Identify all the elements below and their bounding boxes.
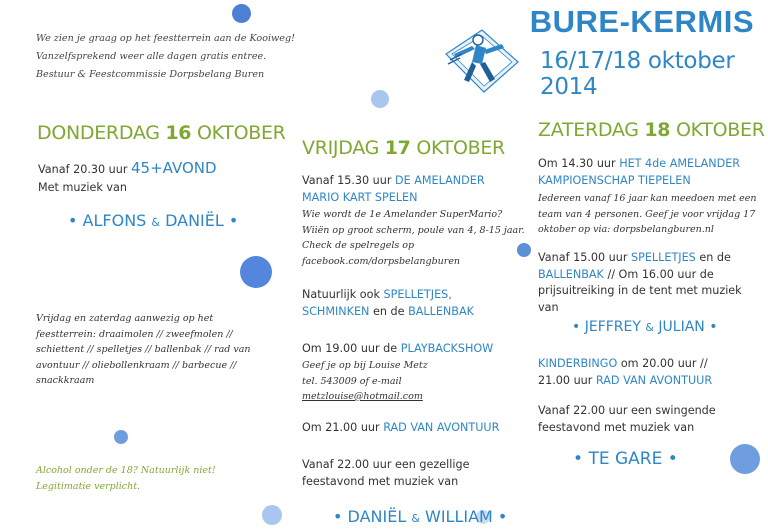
saturday-act: • JEFFREY & JULIAN • — [572, 319, 718, 335]
friday-kart-details: Wie wordt de 1e Amelander SuperMario? Wiiën op groot scherm, poule van 4, 8-15 jaar. Check de spelregels op facebook.com/dorpsbelangburen — [302, 209, 525, 267]
friday-playback-details: Geef je op bij Louise Metz tel. 543009 of e-mail metzlouise@hotmail.com — [302, 358, 428, 405]
friday-playback: Om 19.00 uur de PLAYBACKSHOW — [302, 342, 494, 355]
thursday-music: Met muziek van — [38, 181, 127, 194]
attractions-list: Vrijdag en zaterdag aanwezig op het feestterrein: draaimolen // zweefmolen // schiettent // spelletjes // ballenbak // rad van avontuur // oliebollenkraam // barbecue // snackkraam — [36, 313, 251, 386]
event-dates: 16/17/18 oktober 2014 — [540, 48, 735, 100]
friday-kart: Vanaf 15.30 uur DE AMELANDER MARIO KART SPELEN — [302, 174, 485, 204]
saturday-tiepelen-details: Iedereen vanaf 16 jaar kan meedoen met een team van 4 personen. Geef je voor vrijdag 17 oktober op via: dorpsbelangburen.nl — [538, 193, 757, 235]
saturday-band: • TE GARE • — [573, 449, 678, 469]
friday-extras: Natuurlijk ook SPELLETJES, SCHMINKEN en de BALLENBAK — [302, 288, 474, 318]
intro-line: Bestuur & Feestcommissie Dorpsbelang Buren — [36, 69, 265, 80]
decorative-dot — [371, 90, 389, 108]
intro-text — [36, 30, 296, 84]
intro-line: We zien je graag op het feestterrein aan de Kooiweg! — [36, 33, 295, 44]
saturday-party: Vanaf 22.00 uur een swingende feestavond met muziek van — [538, 404, 716, 434]
decorative-dot — [114, 430, 128, 444]
decorative-dot — [232, 4, 251, 23]
intro-line: Vanzelfsprekend weer alle dagen gratis entree. — [36, 51, 267, 62]
decorative-dot — [262, 505, 282, 525]
alcohol-notice: Alcohol onder de 18? Natuurlijk niet! Legitimatie verplicht. — [36, 465, 216, 492]
friday-rad: Om 21.00 uur RAD VAN AVONTUUR — [302, 421, 500, 434]
saturday-tiepelen: Om 14.30 uur HET 4de AMELANDER KAMPIOENSCHAP TIEPELEN — [538, 157, 741, 187]
thursday-heading: DONDERDAG 16 OKTOBER — [37, 122, 286, 144]
saturday-heading: ZATERDAG 18 OKTOBER — [538, 119, 765, 141]
thursday-act: • ALFONS & DANIËL • — [68, 211, 239, 230]
page-title: BURE-KERMIS — [529, 4, 754, 39]
friday-heading: VRIJDAG 17 OKTOBER — [302, 137, 505, 159]
saturday-bingo: KINDERBINGO om 20.00 uur // 21.00 uur RAD VAN AVONTUUR — [538, 357, 713, 387]
thursday-event: Vanaf 20.30 uur 45+AVOND — [38, 159, 217, 177]
saturday-games: Vanaf 15.00 uur SPELLETJES en de BALLENBAK // Om 16.00 uur de prijsuitreiking in de tent met muziek van — [538, 251, 742, 314]
decorative-dot — [240, 256, 272, 288]
friday-act: • DANIËL & WILLIAM • — [333, 507, 508, 526]
player-logo — [442, 24, 520, 96]
playback-email-link[interactable]: metzlouise@hotmail.com — [302, 391, 423, 402]
decorative-dot — [730, 444, 760, 474]
friday-party: Vanaf 22.00 uur een gezellige feestavond met muziek van — [302, 458, 470, 488]
player-figure-icon — [446, 30, 518, 92]
